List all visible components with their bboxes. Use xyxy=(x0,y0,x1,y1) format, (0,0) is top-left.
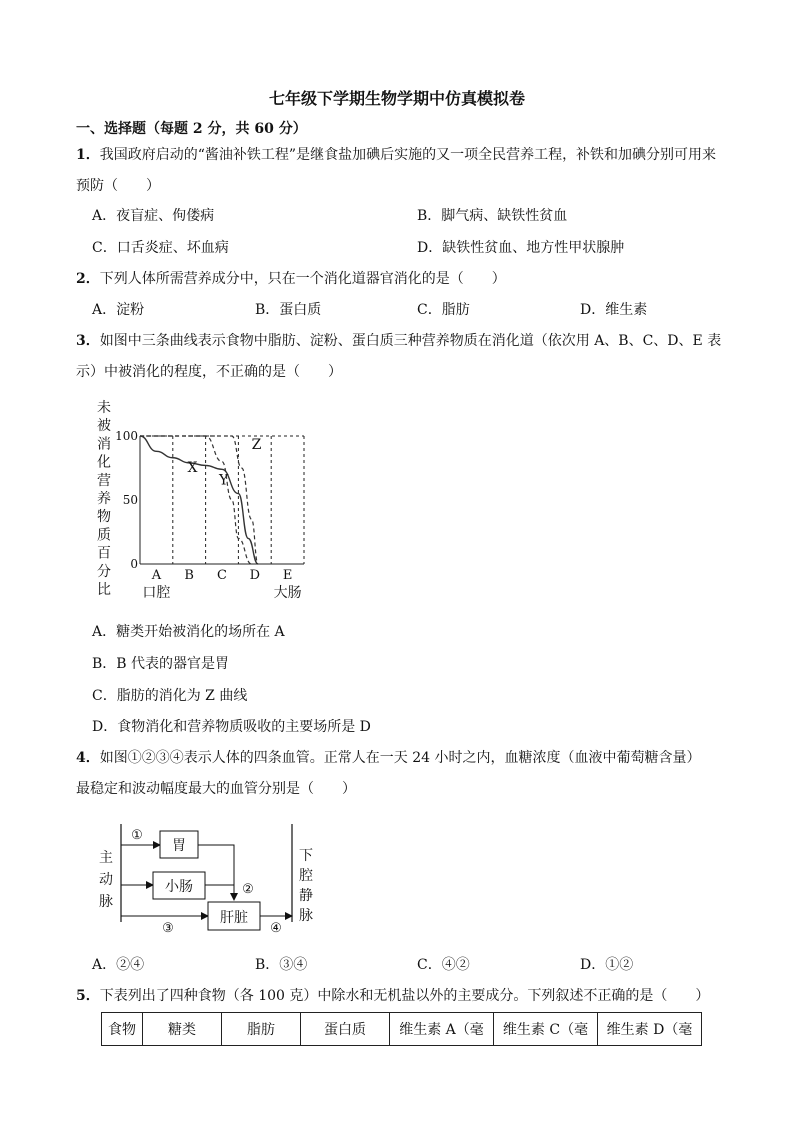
q3-ylabel-char: 百 xyxy=(97,545,111,562)
q3-x-category: A xyxy=(151,568,162,583)
q3-y-tick-label: 50 xyxy=(122,493,138,507)
q3-y-tick-label: 0 xyxy=(130,557,138,571)
q4-option-d[interactable]: D．①② xyxy=(580,957,634,973)
q3-ylabel-char: 营 xyxy=(97,472,111,489)
table-header-protein: 蛋白质 xyxy=(301,1013,390,1046)
q4-liver-label: 肝脏 xyxy=(220,910,248,926)
q4-left-label-2: 动 xyxy=(99,872,113,888)
q1-stem-line2: 预防（ ） xyxy=(76,178,160,194)
q4-left-label-1: 主 xyxy=(99,850,113,866)
q3-curve-x xyxy=(140,436,258,564)
q3-stem-line1 xyxy=(76,331,721,351)
q3-ylabel-char: 被 xyxy=(97,418,111,435)
q4-marker-2: ② xyxy=(242,882,254,897)
q3-option-a[interactable]: A．糖类开始被消化的场所在 A xyxy=(92,624,285,640)
q3-ylabel-char: 消 xyxy=(97,436,111,453)
q3-option-b[interactable]: B．B 代表的器官是胃 xyxy=(92,656,230,672)
q3-ylabel-char: 比 xyxy=(97,582,111,598)
q1-option-c[interactable]: C．口舌炎症、坏血病 xyxy=(92,240,229,256)
q3-ylabel-char: 养 xyxy=(97,491,111,507)
q4-stomach-label: 胃 xyxy=(172,838,186,854)
q4-right-label-2: 腔 xyxy=(299,868,313,884)
q5-stem xyxy=(76,986,709,1006)
q4-small-intestine-label: 小肠 xyxy=(165,879,193,895)
q3-y-tick-label: 100 xyxy=(115,429,138,443)
q4-blood-vessel-diagram xyxy=(96,818,326,944)
q4-marker-3: ③ xyxy=(162,921,174,936)
q4-option-a[interactable]: A．②④ xyxy=(92,957,145,973)
q2-option-a[interactable]: A．淀粉 xyxy=(92,302,145,318)
q3-stem-line2: 示）中被消化的程度，不正确的是（ ） xyxy=(76,364,342,380)
q3-y-axis-label xyxy=(97,399,111,598)
q3-curve-label-y: Y xyxy=(219,472,229,489)
q1-stem-line1 xyxy=(76,145,716,165)
q3-curve-label-z: Z xyxy=(251,436,262,453)
q4-option-c[interactable]: C．④② xyxy=(417,957,470,973)
q3-stem-text: 如图中三条曲线表示食物中脂肪、淀粉、蛋白质三种营养物质在消化道（依次用 A、B、C、D、E 表 xyxy=(99,333,722,349)
table-header-vitamin-c: 维生素 C（毫 xyxy=(494,1013,598,1046)
q3-ylabel-char: 质 xyxy=(97,527,111,544)
q3-ylabel-char: 化 xyxy=(97,454,111,471)
q2-number: 2． xyxy=(76,271,100,287)
q3-ylabel-char: 未 xyxy=(97,400,111,416)
q4-number: 4． xyxy=(76,750,100,766)
section-heading: 一、选择题（每题 2 分，共 60 分） xyxy=(76,121,307,137)
q3-x-category: C xyxy=(217,568,227,583)
q3-curve-z xyxy=(140,436,258,564)
q4-right-label-3: 静 xyxy=(299,888,313,904)
q1-number: 1． xyxy=(76,147,100,163)
q3-ylabel-char: 分 xyxy=(97,563,111,580)
q4-marker-4: ④ xyxy=(270,921,282,936)
q3-number: 3． xyxy=(76,333,100,349)
q4-stem-line2: 最稳定和波动幅度最大的血管分别是（ ） xyxy=(76,781,356,797)
q5-stem-text: 下表列出了四种食物（各 100 克）中除水和无机盐以外的主要成分。下列叙述不正确的是（ ） xyxy=(99,988,710,1004)
q3-curve-labels xyxy=(187,437,261,489)
q4-stem-text: 如图①②③④表示人体的四条血管。正常人在一天 24 小时之内，血糖浓度（血液中葡萄糖含量） xyxy=(99,750,701,766)
page-title: 七年级下学期生物学期中仿真模拟卷 xyxy=(268,89,525,108)
q4-stem-line1 xyxy=(76,748,700,768)
q4-right-label-1: 下 xyxy=(299,848,313,864)
q2-stem-text: 下列人体所需营养成分中，只在一个消化道器官消化的是（ ） xyxy=(99,271,506,287)
q2-option-d[interactable]: D．维生素 xyxy=(580,302,648,318)
q3-x-category: B xyxy=(184,568,194,583)
q3-x-category: E xyxy=(282,568,293,583)
table-header-vitamin-a: 维生素 A（毫 xyxy=(390,1013,494,1046)
q4-option-b[interactable]: B．③④ xyxy=(255,957,308,973)
table-header-row xyxy=(102,1013,702,1046)
q3-option-c[interactable]: C．脂肪的消化为 Z 曲线 xyxy=(92,688,248,704)
q4-marker-1: ① xyxy=(131,828,143,843)
q1-option-d[interactable]: D．缺铁性贫血、地方性甲状腺肿 xyxy=(417,240,625,256)
q3-x-sub-labels xyxy=(142,584,301,601)
q4-left-label-3: 脉 xyxy=(99,894,113,910)
q2-stem xyxy=(76,269,506,289)
q5-nutrition-table xyxy=(101,1012,702,1046)
q5-number: 5． xyxy=(76,988,100,1004)
q2-option-c[interactable]: C．脂肪 xyxy=(417,302,470,318)
q1-stem-text: 我国政府启动的“酱油补铁工程”是继食盐加碘后实施的又一项全民营养工程，补铁和加碘分别可用来 xyxy=(99,147,717,163)
q3-curve-y xyxy=(140,436,252,564)
table-header-fat: 脂肪 xyxy=(222,1013,301,1046)
q4-right-label-4: 脉 xyxy=(299,908,313,924)
q3-curves xyxy=(140,436,258,564)
q3-digestion-chart xyxy=(90,396,320,610)
q3-y-ticks xyxy=(115,429,138,571)
q3-x-sub-label: 口腔 xyxy=(142,585,171,601)
q3-x-sub-label: 大肠 xyxy=(273,585,302,601)
q1-option-a[interactable]: A．夜盲症、佝偻病 xyxy=(92,208,215,224)
q3-curve-label-x: X xyxy=(187,459,198,476)
q2-option-b[interactable]: B．蛋白质 xyxy=(255,302,322,318)
table-header-carbs: 糖类 xyxy=(143,1013,222,1046)
table-header-food: 食物 xyxy=(102,1013,143,1046)
q1-option-b[interactable]: B．脚气病、缺铁性贫血 xyxy=(417,208,568,224)
q3-x-categories xyxy=(151,568,293,583)
table-header-vitamin-d: 维生素 D（毫 xyxy=(598,1013,702,1046)
q3-x-category: D xyxy=(249,568,261,583)
q3-ylabel-char: 物 xyxy=(97,509,111,526)
q3-option-d[interactable]: D．食物消化和营养物质吸收的主要场所是 D xyxy=(92,719,371,735)
